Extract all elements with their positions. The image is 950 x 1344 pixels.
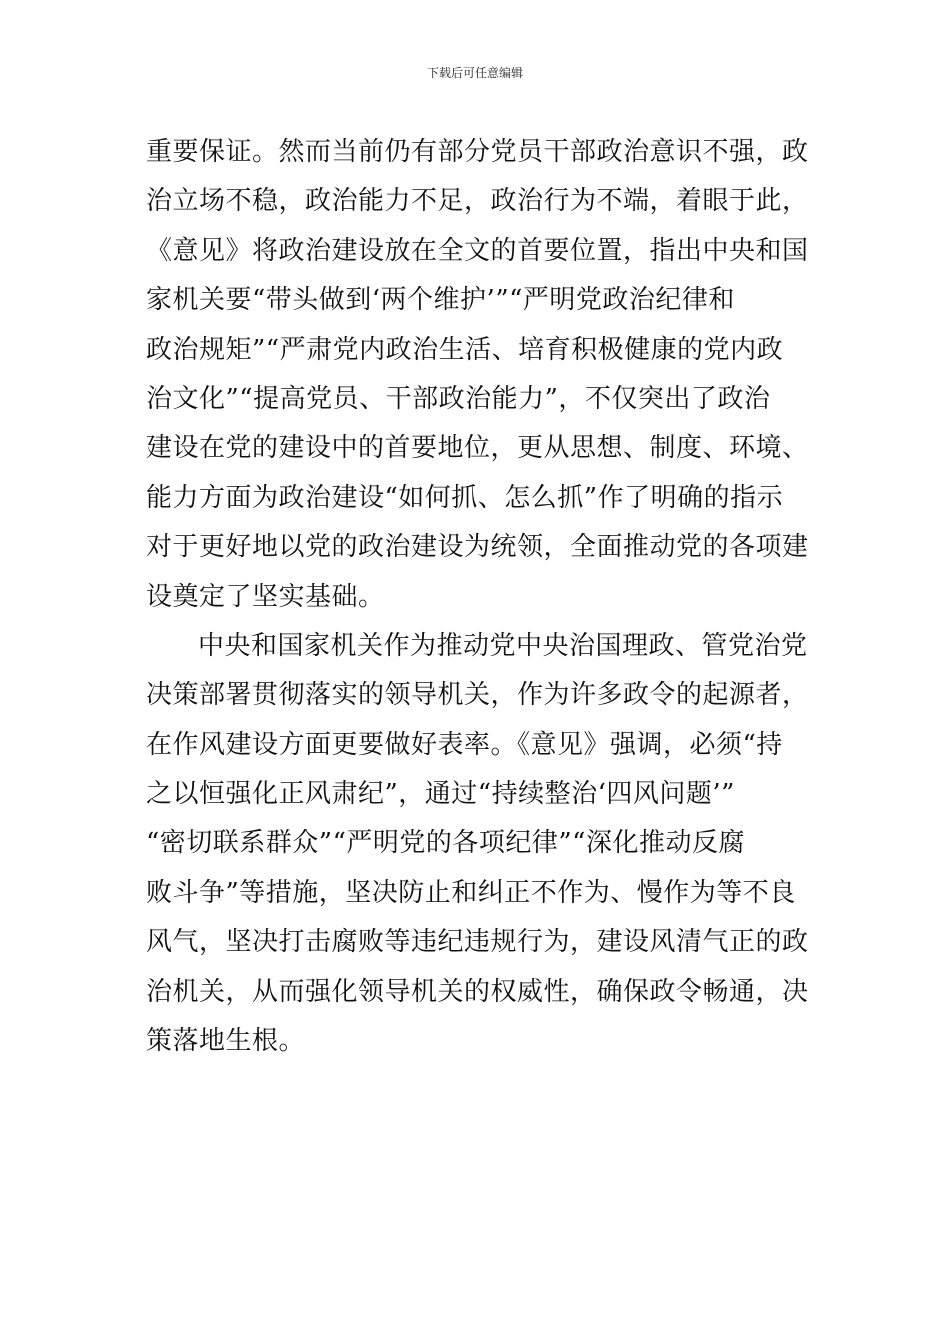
text-line: 重要保证。然而当前仍有部分党员干部政治意识不强，政 <box>146 137 809 167</box>
text-line: 在作风建设方面更要做好表率。《意见》强调，必须“持 <box>146 729 783 760</box>
text-line: 家机关要“带头做到‘两个维护’”“严明党政治纪律和 <box>146 285 735 316</box>
text-line: 决策部署贯彻落实的领导机关，作为许多政令的起源者， <box>146 680 809 711</box>
text-line: 治立场不稳，政治能力不足，政治行为不端，着眼于此， <box>146 186 809 217</box>
text-line: 《意见》将政治建设放在全文的首要位置，指出中央和国 <box>146 235 809 266</box>
text-line: 策落地生根。 <box>146 1026 306 1057</box>
text-line: 政治规矩”“严肃党内政治生活、培育积极健康的党内政 <box>146 334 784 365</box>
text-line: 败斗争”等措施，坚决防止和纠正不作为、慢作为等不良 <box>146 877 796 908</box>
paragraph <box>146 128 808 622</box>
text-line: 之以恒强化正风肃纪”，通过“持续整治‘四风问题’” <box>146 779 735 810</box>
document-body <box>146 128 808 1066</box>
text-line: “密切联系群众”“严明党的各项纪律”“深化推动反腐 <box>146 828 745 859</box>
text-line: 治文化”“提高党员、干部政治能力”，不仅突出了政治 <box>146 383 771 414</box>
page-header: 下载后可任意编辑 <box>426 66 523 80</box>
text-line: 风气，坚决打击腐败等违纪违规行为，建设风清气正的政 <box>146 927 809 958</box>
text-line: 设奠定了坚实基础。 <box>146 581 385 612</box>
text-line: 对于更好地以党的政治建设为统领，全面推动党的各项建 <box>146 532 809 563</box>
text-line: 中央和国家机关作为推动党中央治国理政、管党治党 <box>198 630 808 661</box>
text-line: 建设在党的建设中的首要地位，更从思想、制度、环境、 <box>146 433 809 464</box>
text-line: 治机关，从而强化领导机关的权威性，确保政令畅通，决 <box>146 976 809 1007</box>
text-line: 能力方面为政治建设“如何抓、怎么抓”作了明确的指示 <box>146 482 784 513</box>
paragraph <box>146 622 808 1067</box>
